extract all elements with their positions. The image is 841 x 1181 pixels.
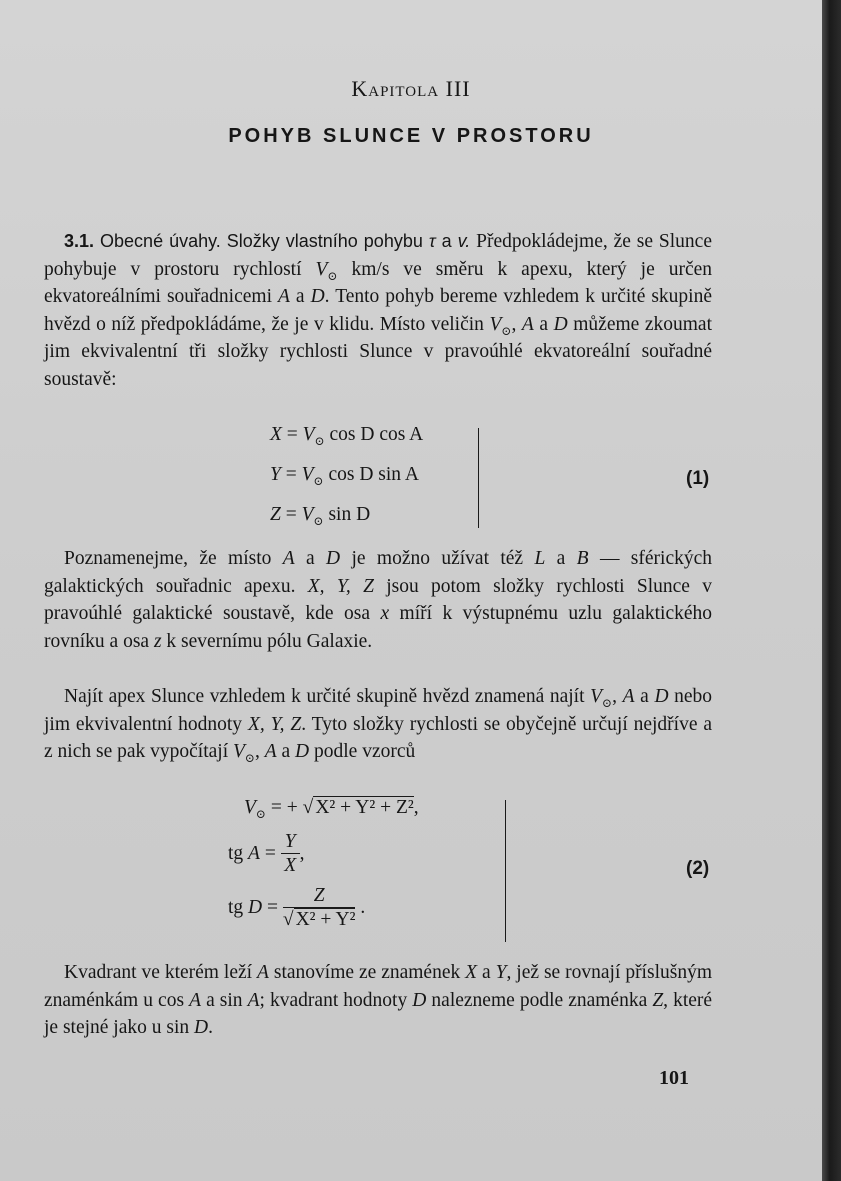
equation-tg-d: tg D = $\frac{Z}{\text{√ X² + Y²}}$ . (228, 885, 366, 930)
fraction-y-over-x: $\frac{Y}{X}$ (281, 831, 300, 878)
equation-speed: $V_⊙$ = + √ X² + Y² + Z², (244, 797, 419, 821)
equation-z: $Z = V_⊙$ sin D (270, 504, 371, 528)
paragraph-quadrant: Kvadrant ve kterém leží A stanovíme ze znamének X a Y, jež se rovnají příslušným znaménkám u cos A a sin A; kvadrant hodnoty D nalezneme podle znaménka Z, které je stejné jako u sin D. (44, 962, 713, 1039)
paragraph-intro: 3.1. Obecné úvahy. Složky vlastního pohybu τ a v. Předpokládejme, že se Slunce pohybuje v prostoru rychlostí $V_⊙$ km/s ve směru k apexu, který je určen ekvatoreálními souřadnicemi A a D. Tento pohyb bereme vzhledem k určité skupině hvězd o níž předpokládáme, že je v klidu. Místo veličin $V_⊙$, A a D můžeme zkoumat jim ekvivalentní tři složky rychlosti Slunce v pravoúhlé ekvatoreální souřadné soustavě: (44, 231, 713, 390)
chapter-label: Kapitola III (351, 76, 471, 101)
right-brace-1 (478, 428, 479, 528)
section-heading: 3.1. Obecné úvahy. Složky vlastního pohybu τ a v. (64, 231, 471, 251)
fraction-z-over-root: $\frac{Z}{\text{√ X² + Y²}}$ (282, 885, 356, 930)
paragraph-apex: Najít apex Slunce vzhledem k určité skupině hvězd znamená najít $V_⊙$, A a D nebo jim ekvivalentní hodnoty X, Y, Z. Tyto složky rychlosti se obyčejně určují nejdříve a z nich se pak vypočítají $V_⊙$, A a D podle vzorců (44, 686, 713, 766)
equation-y: $Y = V_⊙$ cos D sin A (270, 464, 419, 488)
page-number: 101 (659, 1067, 689, 1089)
paragraph-galactic: Poznamenejme, že místo A a D je možno užívat též L a B — sférických galaktických souřadnic apexu. X, Y, Z jsou potom složky rychlosti Slunce v pravoúhlé galaktické soustavě, kde osa x míří k výstupnému uzlu galaktického rovníku a osa z k severnímu pólu Galaxie. (44, 548, 713, 652)
equation-tg-a: tg A = $\frac{Y}{X}$ , (228, 831, 305, 876)
chapter-title: POHYB SLUNCE V PROSTORU (228, 125, 594, 147)
equation-number-2: (2) (686, 858, 710, 879)
equation-x: $X = V_⊙$ cos D cos A (270, 424, 424, 448)
equation-number-1: (1) (686, 468, 710, 489)
book-spine-edge (822, 0, 841, 1181)
right-brace-2 (505, 800, 506, 942)
